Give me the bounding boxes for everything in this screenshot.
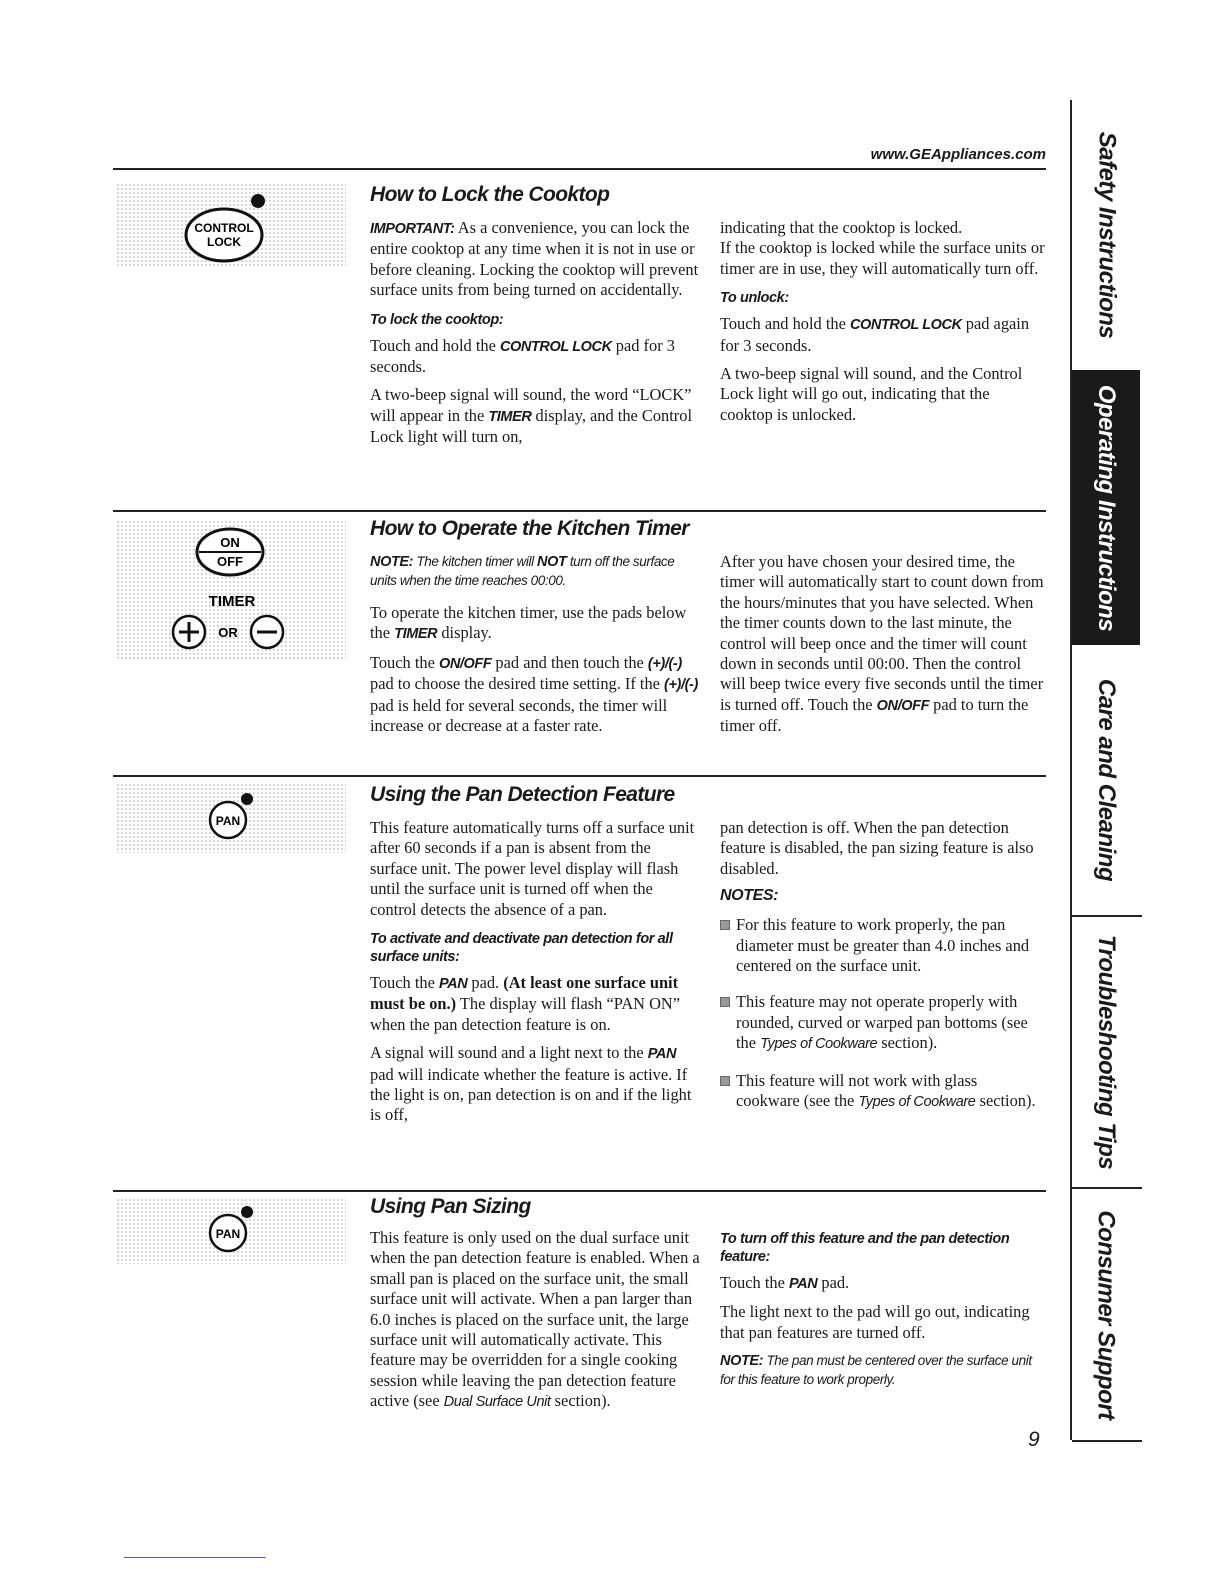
pan-detect-note-2 — [720, 992, 1045, 1054]
text-run: This feature will not work with glass cookware (see the — [736, 1070, 978, 1111]
text-run: pad will indicate whether the feature is active. If the light is on, pan detection is on and if the light is off, — [370, 1064, 692, 1125]
lock-right-column — [720, 218, 1045, 433]
pan-icon — [201, 1200, 271, 1260]
pan-detect-p1: This feature automatically turns off a surface unit after 60 seconds if a pan is absent from the surface unit. The power level display will flash until the surface unit is turned off when the control detects the absence of a pan. — [370, 818, 695, 919]
section-rule-pan-sizing — [113, 1190, 1046, 1192]
pan-detection-right-column — [720, 818, 1045, 1122]
bullet-icon — [720, 1076, 730, 1086]
text-run: display. — [437, 623, 492, 643]
pan-sizing-subheading: To turn off this feature and the pan detection feature: — [720, 1231, 1010, 1265]
lock-right-p1: indicating that the cooktop is locked. — [720, 218, 963, 237]
text-run: pad and then touch the — [491, 652, 648, 672]
text-run: Touch and hold the — [370, 335, 500, 355]
timer-note-label: NOTE: — [370, 554, 414, 570]
pan-sizing-panel — [116, 1198, 346, 1264]
tab-label: Care and Cleaning — [1093, 678, 1120, 882]
text-run: This feature may not operate properly with rounded, curved or warped pan bottoms (see the — [736, 992, 1028, 1053]
side-tab-bar — [1070, 100, 1142, 1440]
on-off-ref: ON/OFF — [876, 697, 930, 714]
pan-detect-note-3 — [720, 1071, 1045, 1113]
lock-unlock-p2: A two-beep signal will sound, and the Control Lock light will go out, indicating that the cooktop is unlocked. — [720, 364, 1023, 424]
lock-to-unlock-heading: To unlock: — [720, 290, 789, 307]
pan-icon-text: PAN — [215, 1227, 241, 1241]
pan-icon-text: PAN — [215, 814, 241, 828]
timer-ref: TIMER — [488, 408, 532, 425]
control-lock-line1: CONTROL — [194, 221, 254, 235]
timer-right-column — [720, 552, 1045, 745]
text-run: section). — [975, 1091, 1036, 1111]
tab-safety-instructions[interactable] — [1072, 100, 1140, 370]
text-run: pad. — [817, 1273, 850, 1292]
text-run: The pan must be centered over the surface unit for this feature to work properly. — [720, 1353, 1032, 1388]
lock-to-lock-heading: To lock the cooktop: — [370, 311, 504, 328]
cookware-ref: Types of Cookware — [760, 1036, 878, 1053]
text-run: Touch the — [720, 1273, 789, 1292]
pan-detection-panel — [116, 783, 346, 853]
tab-troubleshooting-tips[interactable] — [1072, 917, 1140, 1187]
text-run: pad again for 3 seconds. — [720, 314, 1030, 355]
pan-detection-title: Using the Pan Detection Feature — [370, 783, 675, 806]
timer-icon — [166, 522, 296, 657]
timer-note-not: NOT — [537, 554, 567, 570]
control-lock-ref: CONTROL LOCK — [849, 317, 962, 334]
pan-detect-notes-heading: NOTES: — [720, 887, 779, 905]
header-url: www.GEAppliances.com — [870, 146, 1046, 163]
pan-sizing-right-p2: The light next to the pad will go out, indicating that pan features are turned off. — [720, 1302, 1030, 1342]
dual-surface-ref: Dual Surface Unit — [443, 1394, 551, 1411]
timer-panel — [116, 520, 346, 660]
plus-minus-ref: (+)/(-) — [647, 655, 682, 672]
pan-detect-note-1 — [720, 915, 1045, 976]
pan-sizing-left-column — [370, 1228, 700, 1421]
tab-label: Safety Instructions — [1093, 131, 1121, 339]
timer-title: How to Operate the Kitchen Timer — [370, 517, 689, 540]
lock-title: How to Lock the Cooktop — [370, 183, 610, 206]
timer-on-text: ON — [220, 535, 240, 550]
bullet-icon — [720, 997, 730, 1007]
lock-right-p2: If the cooktop is locked while the surface units or timer are in use, they will automatically turn off. — [720, 238, 1045, 278]
pan-sizing-right-column — [720, 1230, 1045, 1396]
pan-sizing-note-label: NOTE: — [720, 1353, 764, 1370]
footer-line — [124, 1557, 266, 1558]
text-run: Touch and hold the — [720, 314, 850, 334]
text-run: The kitchen timer will — [413, 554, 538, 569]
text-run: This feature is only used on the dual surface unit when the pan detection feature is enabled. When a small pan is placed on the surface unit, the small surface unit will activate. When a pan larger than 6.0 inches is placed on the surface unit, the large surface unit will automatically activate. This feature may be overridden for a single cooking session while leaving the pan detection feature active (see — [370, 1228, 700, 1411]
text-run: pad to choose the desired time setting. If the — [370, 674, 665, 694]
pan-detect-right-p1: pan detection is off. When the pan detection feature is disabled, the pan sizing feature is also disabled. — [720, 818, 1034, 878]
control-lock-panel — [116, 183, 346, 268]
lock-left-column — [370, 218, 700, 456]
on-off-ref: ON/OFF — [438, 655, 492, 672]
pan-ref: PAN — [647, 1046, 677, 1063]
timer-off-text: OFF — [217, 554, 243, 569]
bullet-icon — [720, 920, 730, 930]
pan-icon — [201, 787, 271, 847]
pan-detection-left-column — [370, 818, 700, 1134]
text-run: pad to turn the timer off. — [720, 694, 1029, 736]
text-run: pad. — [467, 973, 504, 993]
header-rule — [113, 168, 1046, 170]
page-number: 9 — [1028, 1428, 1040, 1451]
tab-divider — [1072, 1440, 1142, 1442]
lock-important-label: IMPORTANT: — [370, 221, 455, 237]
timer-label-text: TIMER — [208, 593, 256, 610]
timer-ref: TIMER — [394, 626, 438, 643]
control-lock-line2: LOCK — [207, 235, 241, 249]
text-run: Touch the — [370, 973, 439, 993]
text-run: To operate the kitchen timer, use the pads below the — [370, 603, 687, 643]
pan-ref: PAN — [438, 976, 468, 993]
lock-important-text: As a convenience, you can lock the entire cooktop at any time when it is not in use or before cleaning. Locking the cooktop will prevent surface units from being turned on accidentally. — [370, 218, 699, 300]
timer-left-column — [370, 552, 700, 744]
text-run: For this feature to work properly, the pan diameter must be greater than 4.0 inches and centered on the surface unit. — [736, 915, 1030, 976]
text-run: Touch the — [370, 652, 439, 672]
text-run: pad for 3 seconds. — [370, 335, 675, 377]
text-run: A two-beep signal will sound, the word “LOCK” will appear in the — [370, 385, 692, 425]
tab-label: Troubleshooting Tips — [1093, 934, 1121, 1170]
text-run: After you have chosen your desired time, the timer will automatically start to count down from the hours/minutes that you have selected. When the timer counts down to the last minute, the control will beep once and the timer will count down in seconds until 00:00. Then the control will beep twice every five seconds until the timer is turned off. Touch the — [720, 552, 1044, 714]
text-run: section). — [877, 1033, 938, 1053]
tab-label: Consumer Support — [1093, 1209, 1120, 1420]
pan-sizing-title: Using Pan Sizing — [370, 1195, 531, 1218]
text-run: section). — [550, 1391, 611, 1411]
control-lock-icon — [176, 187, 276, 267]
cookware-ref: Types of Cookware — [858, 1094, 976, 1111]
text-run: turn off the surface units when the time reaches 00:00. — [370, 554, 675, 588]
tab-operating-instructions[interactable] — [1072, 370, 1140, 645]
control-lock-ref: CONTROL LOCK — [499, 338, 612, 355]
pan-detect-warning: (At least one surface unit must be on.) — [370, 973, 679, 1014]
tab-consumer-support[interactable] — [1072, 1189, 1140, 1440]
tab-care-and-cleaning[interactable] — [1072, 645, 1140, 915]
pan-ref: PAN — [788, 1276, 818, 1292]
text-run: pad is held for several seconds, the timer will increase or decrease at a faster rate. — [370, 695, 668, 736]
section-rule-timer — [113, 510, 1046, 512]
tab-label: Operating Instructions — [1093, 384, 1121, 631]
text-run: The display will flash “PAN ON” when the pan detection feature is on. — [370, 994, 681, 1034]
pan-detect-subheading: To activate and deactivate pan detection for all surface units: — [370, 931, 673, 966]
text-run: A signal will sound and a light next to the — [370, 1043, 648, 1063]
text-run: display, and the Control Lock light will turn on, — [370, 405, 692, 447]
section-rule-pan-detection — [113, 775, 1046, 777]
plus-minus-ref: (+)/(-) — [664, 677, 698, 694]
timer-or-text: OR — [218, 625, 238, 640]
